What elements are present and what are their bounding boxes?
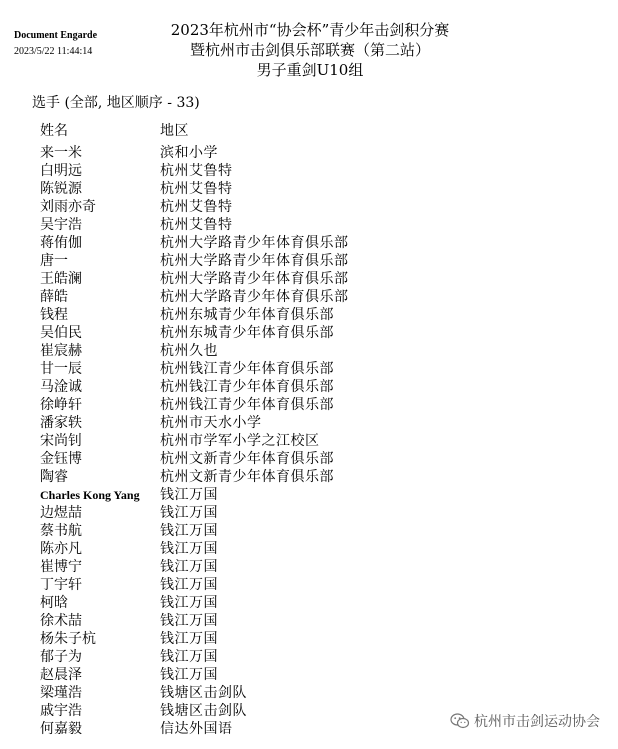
fencer-region: 杭州东城青少年体育俱乐部 — [160, 325, 334, 341]
fencer-region: 杭州钱江青少年体育俱乐部 — [160, 361, 334, 377]
fencer-name: 刘雨亦奇 — [40, 199, 96, 215]
table-row — [40, 666, 490, 684]
fencer-region: 钱江万国 — [160, 577, 218, 593]
fencer-region: 杭州大学路青少年体育俱乐部 — [160, 289, 349, 305]
fencer-name: 陈亦凡 — [40, 541, 82, 557]
table-row — [40, 648, 490, 666]
table-row — [40, 702, 490, 720]
fencer-name: 王皓澜 — [40, 271, 82, 287]
fencer-region: 杭州市学军小学之江校区 — [160, 433, 320, 449]
table-row — [40, 198, 490, 216]
table-row — [40, 234, 490, 252]
table-row — [40, 612, 490, 630]
table-row — [40, 396, 490, 414]
table-row — [40, 216, 490, 234]
fencer-region: 杭州久也 — [160, 343, 218, 359]
table-row — [40, 324, 490, 342]
print-timestamp: 2023/5/22 11:44:14 — [14, 46, 93, 57]
app-name: Document Engarde — [14, 30, 98, 41]
fencer-region: 钱江万国 — [160, 667, 218, 683]
table-row — [40, 306, 490, 324]
fencer-region: 钱江万国 — [160, 649, 218, 665]
fencer-name: 柯晗 — [40, 595, 68, 611]
fencer-region: 杭州艾鲁特 — [160, 163, 233, 179]
table-row — [40, 378, 490, 396]
table-row — [40, 180, 490, 198]
event-subtitle: 暨杭州市击剑俱乐部联赛（第二站） — [189, 41, 430, 59]
table-header — [40, 122, 490, 140]
fencer-name: 郁子为 — [40, 649, 82, 665]
fencer-region: 杭州市天水小学 — [160, 415, 262, 431]
fencer-name: 赵晨泽 — [40, 667, 82, 683]
fencer-region: 杭州大学路青少年体育俱乐部 — [160, 271, 349, 287]
table-row — [40, 684, 490, 702]
table-row — [40, 720, 490, 738]
fencer-region: 钱江万国 — [160, 541, 218, 557]
event-category: 男子重剑U10组 — [256, 61, 364, 79]
fencer-region: 杭州艾鲁特 — [160, 199, 233, 215]
fencer-name: 杨朱子杭 — [40, 631, 96, 647]
table-row — [40, 414, 490, 432]
fencer-region: 钱江万国 — [160, 613, 218, 629]
section-heading: 选手 (全部, 地区顺序 - 33) — [32, 95, 200, 111]
fencer-name: 徐峥轩 — [40, 397, 82, 413]
fencer-region: 钱江万国 — [160, 523, 218, 539]
fencer-name: 蒋侑伽 — [40, 235, 82, 251]
table-row — [40, 558, 490, 576]
watermark-text: 杭州市击剑运动协会 — [474, 714, 600, 730]
table-row — [40, 270, 490, 288]
document-meta — [14, 28, 97, 60]
table-row — [40, 252, 490, 270]
fencer-name: 戚宇浩 — [40, 703, 82, 719]
watermark — [450, 711, 600, 731]
fencer-name: 边煜喆 — [40, 505, 82, 521]
fencer-region: 钱塘区击剑队 — [160, 703, 247, 719]
table-row — [40, 288, 490, 306]
fencer-name: 吴宇浩 — [40, 217, 82, 233]
fencer-name: 蔡书航 — [40, 523, 82, 539]
fencer-name: 崔博宁 — [40, 559, 82, 575]
fencer-name: 何嘉毅 — [40, 721, 82, 737]
fencer-name: 陈锐源 — [40, 181, 82, 197]
table-row — [40, 360, 490, 378]
table-row — [40, 342, 490, 360]
fencer-name: 马淦诚 — [40, 379, 82, 395]
document-titles — [160, 20, 460, 80]
column-header-region: 地区 — [160, 123, 189, 139]
fencer-region: 滨和小学 — [160, 145, 218, 161]
table-row — [40, 540, 490, 558]
fencer-region: 杭州艾鲁特 — [160, 217, 233, 233]
column-header-name: 姓名 — [40, 123, 68, 139]
table-row — [40, 144, 490, 162]
fencer-name: 宋尚钊 — [40, 433, 82, 449]
table-row — [40, 630, 490, 648]
fencer-region: 信达外国语 — [160, 721, 233, 737]
fencer-region: 钱江万国 — [160, 595, 218, 611]
table-row — [40, 162, 490, 180]
fencer-region: 杭州大学路青少年体育俱乐部 — [160, 235, 349, 251]
fencer-region: 钱江万国 — [160, 559, 218, 575]
fencer-name: 潘家轶 — [40, 415, 82, 431]
fencer-name: 来一米 — [40, 145, 82, 161]
fencer-name: Charles Kong Yang — [40, 488, 140, 502]
fencer-name: 梁瑾浩 — [40, 685, 82, 701]
table-row — [40, 594, 490, 612]
fencer-name: 崔宸赫 — [40, 343, 82, 359]
fencer-region: 钱江万国 — [160, 631, 218, 647]
fencer-region: 杭州钱江青少年体育俱乐部 — [160, 397, 334, 413]
table-row — [40, 468, 490, 486]
fencer-region: 钱江万国 — [160, 487, 218, 503]
fencer-region: 杭州钱江青少年体育俱乐部 — [160, 379, 334, 395]
fencer-region: 杭州艾鲁特 — [160, 181, 233, 197]
table-row — [40, 486, 490, 504]
fencer-region: 杭州东城青少年体育俱乐部 — [160, 307, 334, 323]
fencer-name: 徐术喆 — [40, 613, 82, 629]
fencer-name: 丁宇轩 — [40, 577, 82, 593]
table-row — [40, 450, 490, 468]
fencer-region: 杭州文新青少年体育俱乐部 — [160, 451, 334, 467]
fencers-table — [40, 122, 490, 738]
fencer-name: 薛皓 — [40, 289, 68, 305]
fencer-name: 金钰博 — [40, 451, 82, 467]
fencer-name: 吴伯民 — [40, 325, 82, 341]
wechat-icon — [450, 713, 470, 729]
fencer-region: 杭州文新青少年体育俱乐部 — [160, 469, 334, 485]
fencer-name: 钱程 — [40, 307, 68, 323]
table-row — [40, 576, 490, 594]
table-row — [40, 432, 490, 450]
table-row — [40, 522, 490, 540]
fencer-name: 唐一 — [40, 253, 68, 269]
fencer-region: 钱江万国 — [160, 505, 218, 521]
event-title: 2023年杭州市“协会杯”青少年击剑积分赛 — [170, 21, 450, 39]
fencer-name: 陶睿 — [40, 469, 68, 485]
fencer-name: 白明远 — [40, 163, 82, 179]
fencer-name: 甘一辰 — [40, 361, 82, 377]
fencer-region: 钱塘区击剑队 — [160, 685, 247, 701]
fencer-region: 杭州大学路青少年体育俱乐部 — [160, 253, 349, 269]
table-row — [40, 504, 490, 522]
